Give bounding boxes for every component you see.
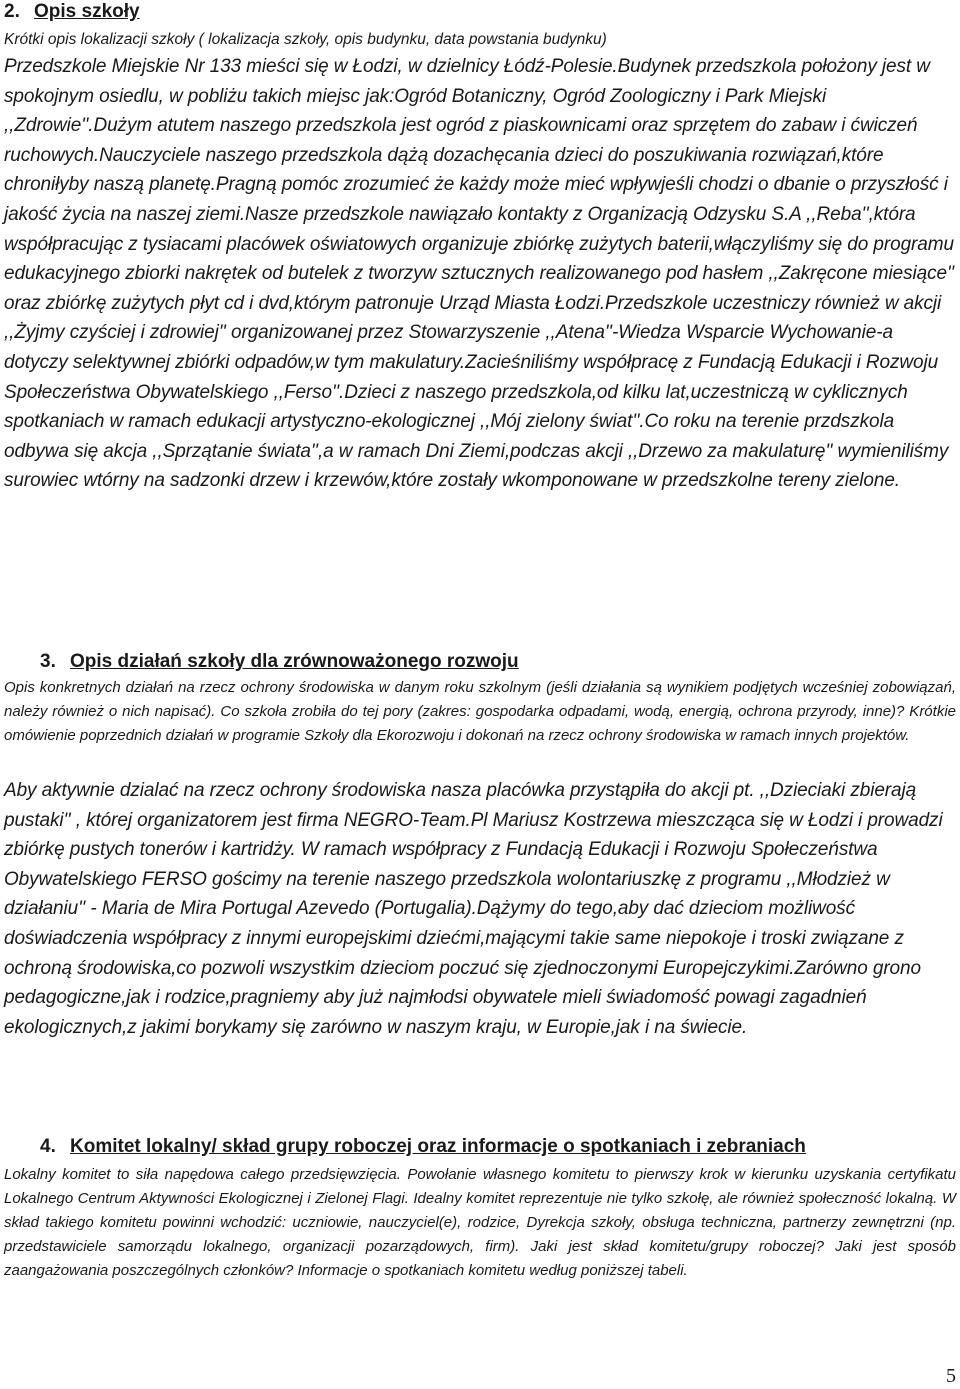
section-4-description: Lokalny komitet to siła napędowa całego przedsięwzięcia. Powołanie własnego komitetu to pierwszy krok w kierunku uzyskania certyfikatu Lokalnego Centrum Aktywności Ekologicznej i Zielonej Flagi. Idealny komitet reprezentuje nie tylko szkołę, ale również społeczność lokalną. W skład takiego komitetu powinni wchodzić: uczniowie, nauczyciel(e), rodzice, Dyrekcja szkoły, obsługa techniczna, partnerzy zewnętrzni (np. przedstawiciele samorządu lokalnego, organizacji pozarządowych, firm). Jaki jest skład komitetu/grupy roboczej? Jaki jest sposób zaangażowania poszczególnych członków? Informacje o spotkaniach komitetu według poniższej tabeli. <box>4 1166 956 1279</box>
section-2-heading <box>4 0 140 24</box>
section-3-body: Aby aktywnie dzialać na rzecz ochrony środowiska nasza placówka przystąpiła do akcji pt. ,,Dzieciaki zbierają pustaki'' , której organizatorem jest firma NEGRO-Team.Pl Mariusz Kostrzewa mieszcząca się w Łodzi i prowadzi zbiórkę pustych tonerów i kartridży. W ramach współpracy z Fundacją Edukacji i Rozwoju Społeczeństwa Obywatelskiego FERSO gościmy na terenie naszego przedszkola wolontariuszkę z programu ,,Młodzież w działaniu'' - Maria de Mira Portugal Azevedo (Portugalia).Dążymy do tego,aby dać dzieciom możliwość doświadczenia współpracy z innymi europejskimi dziećmi,mającymi takie same niepokoje i troski związane z ochroną środowiska,co pozwoli wszystkim dzieciom poczuć się zjednoczonymi Europejczykimi.Zarówno grono pedagogiczne,jak i rodzice,pragniemy aby już najmłodsi obywatele mieli świadomość powagi zagadnień ekologicznych,z jakimi borykamy się zarówno w naszym kraju, w Europie,jak i na świecie. <box>4 780 943 1038</box>
section-2-description: Krótki opis lokalizacji szkoły ( lokalizacja szkoły, opis budynku, data powstania budynku) <box>4 31 607 48</box>
section-2-title: Opis szkoły <box>34 1 140 22</box>
section-3-title: Opis działań szkoły dla zrównoważonego rozwoju <box>70 651 519 672</box>
section-2-body: Przedszkole Miejskie Nr 133 mieści się w Łodzi, w dzielnicy Łódź-Polesie.Budynek przedszkola położony jest w spokojnym osiedlu, w pobliżu takich miejsc jak:Ogród Botaniczny, Ogród Zoologiczny i Park Miejski ,,Zdrowie''.Dużym atutem naszego przedszkola jest ogród z piaskownicami oraz sprzętem do zabaw i ćwiczeń ruchowych.Nauczyciele naszego przedszkola dążą dozachęcania dzieci do poszukiwania rozwiązań,które chroniłyby naszą planetę.Pragną pomóc zrozumieć że każdy może mieć wpływjeśli chodzi o dbanie o przyszłość i jakość życia na naszej ziemi.Nasze przedszkole nawiązało kontakty z Organizacją Odzysku S.A ,,Reba'',która współpracując z tysiacami placówek oświatowych organizuje zbiórkę zużytych baterii,włączyliśmy się do programu edukacyjnego zbiorki nakrętek od butelek z tworzyw sztucznych realizowanego pod hasłem ,,Zakręcone miesiące'' oraz zbiórkę zużytych płyt cd i dvd,którym patronuje Urząd Miasta Łodzi.Przedszkole uczestniczy również w akcji ,,Żyjmy czyściej i zdrowiej'' organizowanej przez Stowarzyszenie ,,Atena''-Wiedza Wsparcie Wychowanie-a dotyczy selektywnej zbiórki odpadów,w tym makulatury.Zacieśniliśmy współpracę z Fundacją Edukacji i Rozwoju Społeczeństwa Obywatelskiego ,,Ferso''.Dzieci z naszego przedszkola,od kilku lat,uczestniczą w cyklicznych spotkaniach w ramach edukacji artystyczno-ekologicznej ,,Mój zielony świat''.Co roku na terenie przdszkola odbywa się akcja ,,Sprzątanie świata'',a w ramach Dni Ziemi,podczas akcji ,,Drzewo za makulaturę'' wymieniliśmy surowiec wtórny na sadzonki drzew i krzewów,które zostały wkomponowane w przedszkolne tereny zielone. <box>4 56 955 492</box>
section-3-heading <box>40 650 519 674</box>
page-number: 5 <box>946 1365 956 1387</box>
section-4-heading <box>40 1135 806 1159</box>
section-2-number: 2. <box>4 1 20 22</box>
section-3-description: Opis konkretnych działań na rzecz ochrony środowiska w danym roku szkolnym (jeśli działania są wynikiem podjętych wcześniej zobowiązań, należy również o nich napisać). Co szkoła zrobiła do tej pory (zakres: gospodarka odpadami, wodą, energią, ochrona przyrody, inne)? Krótkie omówienie poprzednich działań w programie Szkoły dla Ekorozwoju i dokonań na rzecz ochrony środowiska w ramach innych projektów. <box>4 679 956 744</box>
section-4-title: Komitet lokalny/ skład grupy roboczej oraz informacje o spotkaniach i zebraniach <box>70 1136 806 1157</box>
section-4-number: 4. <box>40 1136 56 1157</box>
section-3-number: 3. <box>40 651 56 672</box>
